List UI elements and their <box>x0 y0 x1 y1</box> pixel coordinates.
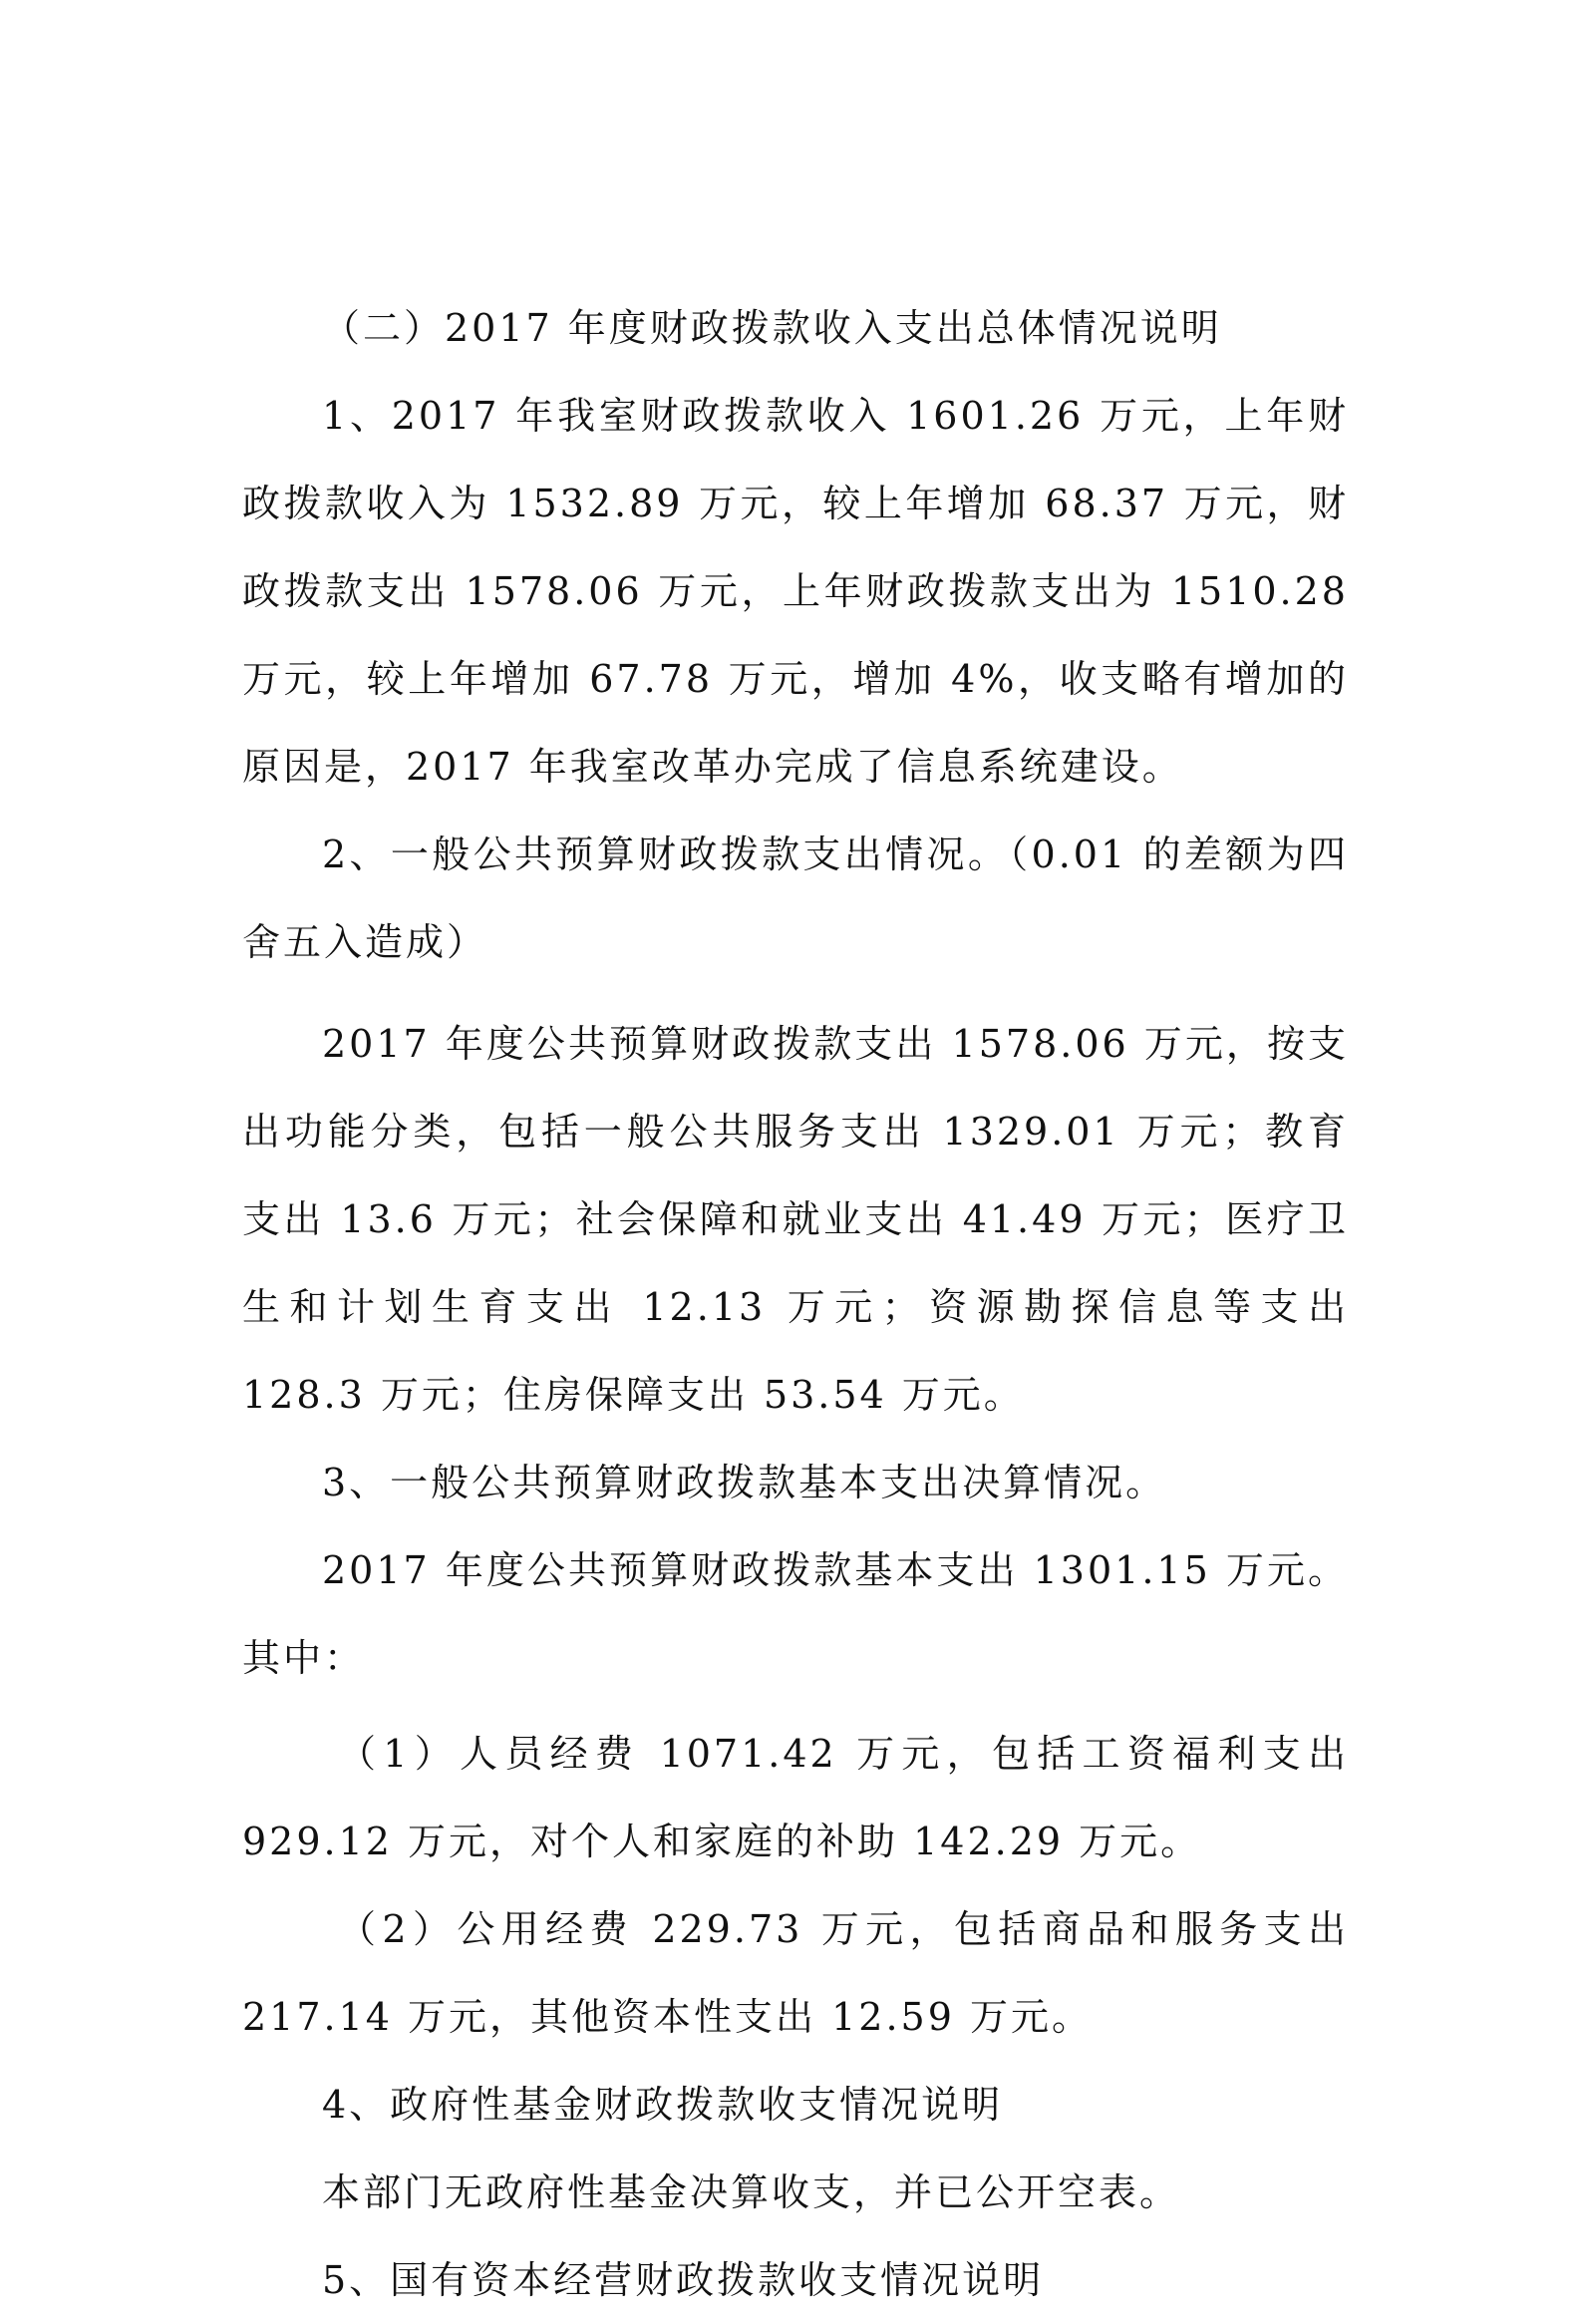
paragraph-public-budget-expenditure: 2017 年度公共预算财政拨款支出 1578.06 万元，按支出功能分类，包括一般公共服务支出 1329.01 万元；教育支出 13.6 万元；社会保障和就业支出 41.49 万元；医疗卫生和计划生育支出 12.13 万元；资源勘探信息等支出 128.3 万元；住房保障支出 53.54 万元。 <box>242 1022 1349 1417</box>
item-heading-public-budget: 2、一般公共预算财政拨款支出情况。（0.01 的差额为四舍五入造成） <box>242 832 1349 964</box>
paragraph-public-expenses: （2）公用经费 229.73 万元，包括商品和服务支出 217.14 万元，其他资本性支出 12.59 万元。 <box>242 1907 1349 2039</box>
section-heading: （二）2017 年度财政拨款收入支出总体情况说明 <box>322 306 1222 350</box>
paragraph-revenue-overview: 1、2017 年我室财政拨款收入 1601.26 万元，上年财政拨款收入为 1532.89 万元，较上年增加 68.37 万元，财政拨款支出 1578.06 万元，上年财政拨款支出为 1510.28 万元，较上年增加 67.78 万元，增加 4%，收支略有增加的原因是，2017 年我室改革办完成了信息系统建设。 <box>242 394 1349 789</box>
item-heading-government-fund: 4、政府性基金财政拨款收支情况说明 <box>322 2083 1004 2127</box>
paragraph-personnel-expenses: （1）人员经费 1071.42 万元，包括工资福利支出 929.12 万元，对个人和家庭的补助 142.29 万元。 <box>242 1732 1349 1863</box>
paragraph-basic-expenditure: 2017 年度公共预算财政拨款基本支出 1301.15 万元。其中： <box>242 1548 1349 1680</box>
document-body <box>242 284 1349 2324</box>
item-heading-state-capital: 5、国有资本经营财政拨款收支情况说明 <box>322 2258 1045 2302</box>
item-heading-basic-expenditure: 3、一般公共预算财政拨款基本支出决算情况。 <box>322 1461 1167 1504</box>
paragraph-government-fund: 本部门无政府性基金决算收支，并已公开空表。 <box>322 2170 1181 2214</box>
